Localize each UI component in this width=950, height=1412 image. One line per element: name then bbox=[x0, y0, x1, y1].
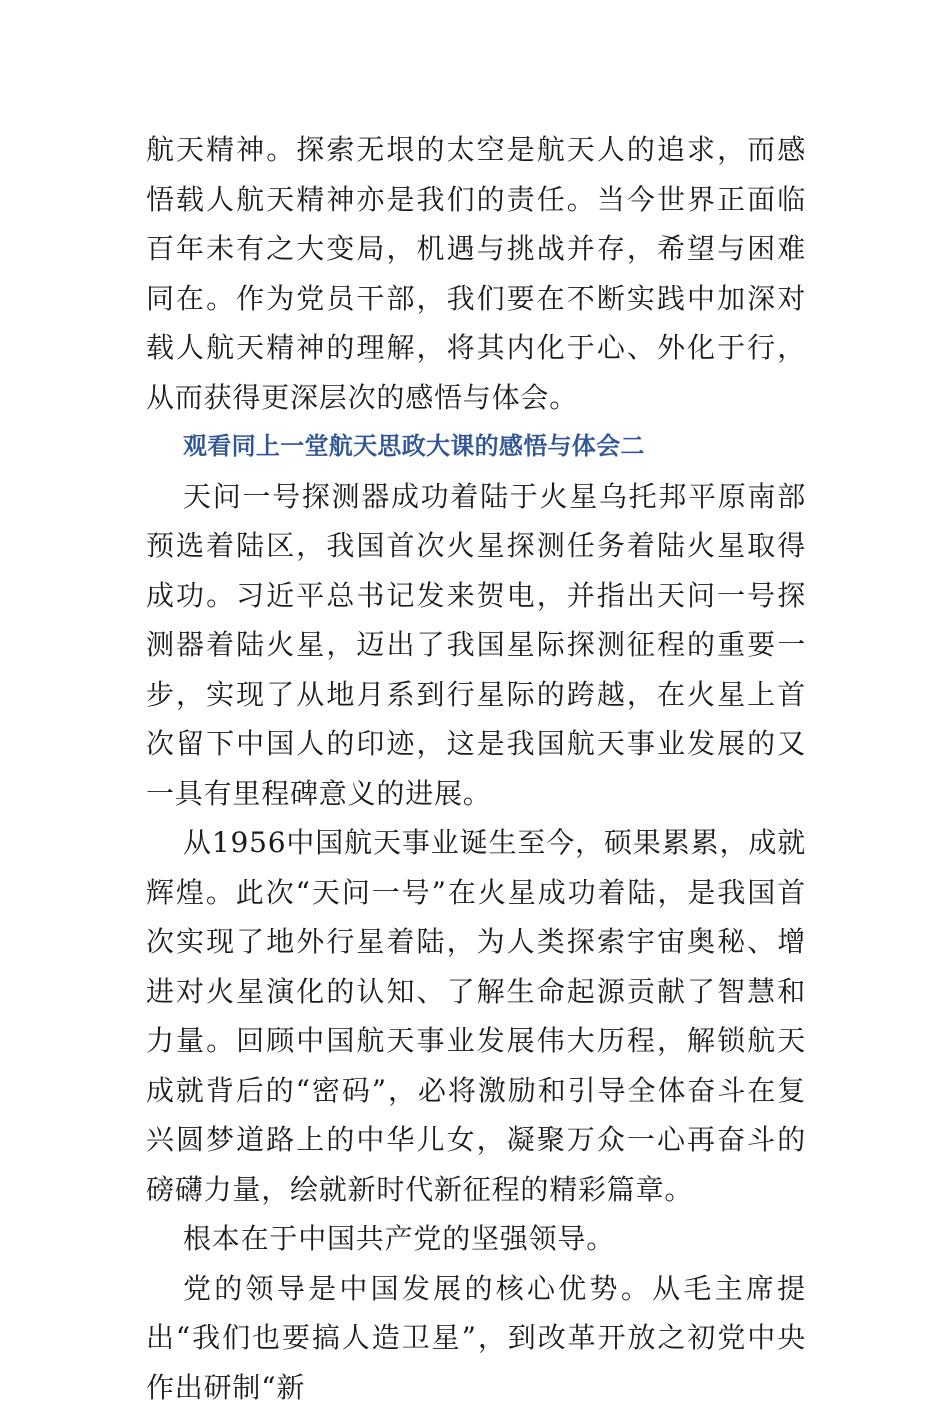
paragraph-space-history: 从1956中国航天事业诞生至今，硕果累累，成就辉煌。此次“天问一号”在火星成功着陆，是我国首次实现了地外行星着陆，为人类探索宇宙奥秘、增进对火星演化的认知、了解生命起源贡献了智慧和力量。回顾中国航天事业发展伟大历程，解锁航天成就背后的“密码”，必将激励和引导全体奋斗在复兴圆梦道路上的中华儿女，凝聚万众一心再奋斗的磅礴力量，绘就新时代新征程的精彩篇章。 bbox=[146, 818, 806, 1214]
paragraph-continuation: 航天精神。探索无垠的太空是航天人的追求，而感悟载人航天精神亦是我们的责任。当今世界正面临百年未有之大变局，机遇与挑战并存，希望与困难同在。作为党员干部，我们要在不断实践中加深对载人航天精神的理解，将其内化于心、外化于行，从而获得更深层次的感悟与体会。 bbox=[146, 125, 806, 422]
paragraph-tianwen-landing: 天问一号探测器成功着陆于火星乌托邦平原南部预选着陆区，我国首次火星探测任务着陆火星取得成功。习近平总书记发来贺电，并指出天问一号探测器着陆火星，迈出了我国星际探测征程的重要一步，实现了从地月系到行星际的跨越，在火星上首次留下中国人的印迹，这是我国航天事业发展的又一具有里程碑意义的进展。 bbox=[146, 472, 806, 819]
paragraph-party-leadership: 根本在于中国共产党的坚强领导。 bbox=[146, 1214, 806, 1264]
document-body bbox=[146, 125, 806, 1412]
section-heading: 观看同上一堂航天思政大课的感悟与体会二 bbox=[146, 422, 806, 472]
paragraph-core-advantage: 党的领导是中国发展的核心优势。从毛主席提出“我们也要搞人造卫星”，到改革开放之初党中央作出研制“新 bbox=[146, 1264, 806, 1412]
